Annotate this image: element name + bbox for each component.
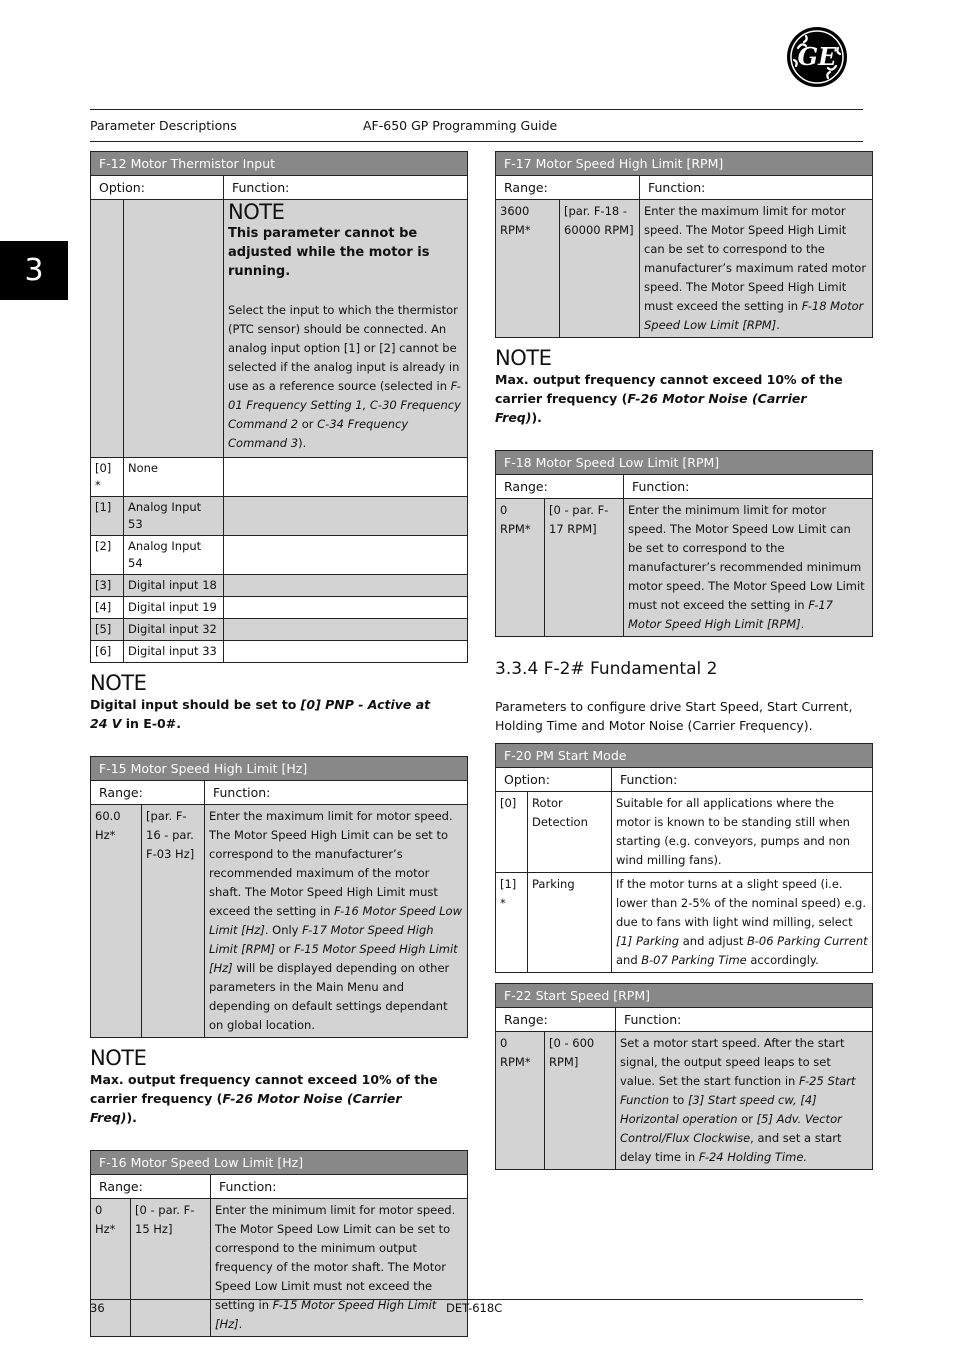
left-column — [90, 151, 468, 1337]
f22-col-function: Function: — [616, 1008, 873, 1032]
f20-opt1-label: Parking — [528, 873, 612, 973]
doc-id: DET-618C — [446, 1301, 503, 1315]
f12-option-function — [224, 597, 468, 619]
f16-func-text: Enter the minimum limit for motor speed. The Motor Speed Low Limit can be set to correspond to the minimum output frequency of the motor shaft. The Motor Speed Low Limit must not exceed the setting in — [215, 1203, 456, 1312]
f22-func-text2: to — [669, 1093, 688, 1107]
f12-desc-text: Select the input to which the thermistor (PTC sensor) should be connected. An analog input option [1] or [2] cannot be selected if the analog input is already in use as a reference source (selected in — [228, 303, 460, 393]
header-section: Parameter Descriptions — [90, 118, 237, 133]
f18-func-end: . — [800, 617, 805, 631]
f22-func-text3: or — [737, 1112, 757, 1126]
f17-col-function: Function: — [640, 176, 873, 200]
f12-note-heading: NOTE — [228, 200, 285, 224]
header-rule-bottom — [90, 141, 863, 142]
f16-col-function: Function: — [211, 1175, 468, 1199]
f12-option-label: Analog Input 53 — [124, 497, 224, 536]
f20-opt1-text: If the motor turns at a slight speed (i.e. lower than 2-5% of the nominal speed) e.g. due to fans with light wind milling, select — [616, 877, 866, 929]
f15-func-ref3: F-15 Motor Speed High Limit [Hz] — [209, 942, 458, 975]
f12-table — [90, 151, 468, 663]
f22-func-ref4: F-24 Holding Time. — [698, 1150, 808, 1164]
f20-title: F-20 PM Start Mode — [496, 744, 873, 768]
f12-option-label: Digital input 18 — [124, 575, 224, 597]
f20-opt1-function — [612, 873, 873, 973]
header-rule-top — [90, 109, 863, 110]
f12-col-option: Option: — [91, 176, 224, 200]
f20-opt0-code: [0] — [496, 792, 528, 873]
f22-col-range: Range: — [496, 1008, 616, 1032]
f18-col-function: Function: — [624, 475, 873, 499]
f12-option-label: Digital input 33 — [124, 641, 224, 663]
f22-table — [495, 983, 873, 1170]
note-freq-right-text: Max. output frequency cannot exceed 10% of the carrier frequency ( — [495, 372, 843, 406]
note-freq-left-text: Max. output frequency cannot exceed 10% of the carrier frequency ( — [90, 1072, 438, 1106]
f22-default: 0 RPM* — [496, 1032, 545, 1170]
f15-table — [90, 756, 468, 1038]
f12-title: F-12 Motor Thermistor Input — [91, 152, 468, 176]
f12-option-label: Analog Input 54 — [124, 536, 224, 575]
f18-func-ref: F-17 Motor Speed High Limit [RPM] — [628, 598, 834, 631]
f20-opt0-function: Suitable for all applications where the motor is known to be standing still when starting (e.g. conveyors, pumps and non wind milling fans). — [612, 792, 873, 873]
note-freq-right-heading: NOTE — [495, 346, 552, 370]
note-freq-right-end: ). — [531, 410, 542, 425]
f18-func-text: Enter the minimum limit for motor speed. The Motor Speed Low Limit can be set to correspond to the manufacturer’s recommended minimum motor speed. The Motor Speed Low Limit must not exceed the setting in — [628, 503, 865, 612]
f15-default: 60.0 Hz* — [91, 805, 142, 1038]
f20-opt1-text3: and — [616, 953, 642, 967]
f12-option-label: None — [124, 458, 224, 497]
f12-option-label: Digital input 32 — [124, 619, 224, 641]
f20-opt1-ref2: B-06 Parking Current — [747, 934, 868, 948]
f16-range: [0 - par. F-15 Hz] — [131, 1199, 211, 1337]
f12-option-row — [91, 575, 468, 597]
note-digital — [90, 671, 468, 733]
f12-option-function — [224, 497, 468, 536]
f22-func-ref1: F-25 Start Function — [620, 1074, 856, 1107]
f12-option-row — [91, 641, 468, 663]
note-digital-text: Digital input should be set to — [90, 697, 301, 712]
f20-col-function: Function: — [612, 768, 873, 792]
ge-logo — [786, 26, 848, 88]
f12-option-label: Digital input 19 — [124, 597, 224, 619]
f18-table — [495, 450, 873, 637]
f12-option-code: [2] — [91, 536, 124, 575]
note-freq-left-end: ). — [126, 1110, 137, 1125]
chapter-tab: 3 — [0, 241, 68, 300]
f20-col-option: Option: — [496, 768, 612, 792]
f18-range: [0 - par. F-17 RPM] — [545, 499, 624, 637]
f20-opt1-ref1: [1] Parking — [616, 934, 680, 948]
f12-option-function — [224, 575, 468, 597]
note-digital-heading: NOTE — [90, 671, 147, 695]
note-freq-right — [495, 346, 873, 427]
f12-description — [224, 200, 468, 458]
f22-func-ref2: [3] Start speed cw, [4] Horizontal operation — [620, 1093, 817, 1126]
f12-option-code: [3] — [91, 575, 124, 597]
f20-opt0-label: Rotor Detection — [528, 792, 612, 873]
f12-option-code: [4] — [91, 597, 124, 619]
f15-func-text3: or — [275, 942, 295, 956]
f12-option-code: [5] — [91, 619, 124, 641]
f15-func-ref2: F-17 Motor Speed High Limit [RPM] — [209, 923, 434, 956]
f17-range: [par. F-18 - 60000 RPM] — [560, 200, 640, 338]
f20-opt1-ref3: B-07 Parking Time — [641, 953, 747, 967]
f12-option-function — [224, 458, 468, 497]
f16-function — [211, 1199, 468, 1337]
f22-function — [616, 1032, 873, 1170]
f12-desc-ref2: C-34 Frequency Command 3 — [228, 417, 409, 450]
note-freq-left-ref: F-26 Motor Noise (Carrier Freq) — [90, 1091, 402, 1125]
f17-title: F-17 Motor Speed High Limit [RPM] — [496, 152, 873, 176]
f15-title: F-15 Motor Speed High Limit [Hz] — [91, 757, 468, 781]
f18-default: 0 RPM* — [496, 499, 545, 637]
f16-col-range: Range: — [91, 1175, 211, 1199]
f15-range: [par. F-16 - par. F-03 Hz] — [142, 805, 205, 1038]
f17-function — [640, 200, 873, 338]
note-digital-ref: [0] PNP - Active at 24 V — [90, 697, 431, 731]
f16-table — [90, 1150, 468, 1337]
f20-table — [495, 743, 873, 973]
f20-opt1-code: [1] * — [496, 873, 528, 973]
f22-func-text4: , and set a start delay time in — [620, 1131, 842, 1164]
section-heading: 3.3.4 F-2# Fundamental 2 — [495, 659, 718, 679]
f17-func-ref: F-18 Motor Speed Low Limit [RPM] — [644, 299, 864, 332]
f12-option-code: [1] — [91, 497, 124, 536]
section-intro: Parameters to configure drive Start Speed, Start Current, Holding Time and Motor Noise (Carrier Frequency). — [495, 699, 853, 733]
f15-function — [205, 805, 468, 1038]
f18-col-range: Range: — [496, 475, 624, 499]
f15-col-function: Function: — [205, 781, 468, 805]
f22-title: F-22 Start Speed [RPM] — [496, 984, 873, 1008]
f12-option-row — [91, 619, 468, 641]
f16-default: 0 Hz* — [91, 1199, 131, 1337]
f17-col-range: Range: — [496, 176, 640, 200]
f12-desc-end: ). — [298, 436, 307, 450]
f12-col-function: Function: — [224, 176, 468, 200]
f12-note-text: This parameter cannot be adjusted while the motor is running. — [228, 226, 430, 279]
f12-option-row — [91, 458, 468, 497]
f12-option-code: [6] — [91, 641, 124, 663]
svg-text:GE: GE — [797, 42, 837, 71]
f22-func-text: Set a motor start speed. After the start signal, the output speed leaps to set value. Set the start function in — [620, 1036, 845, 1088]
f15-func-text4: will be displayed depending on other parameters in the Main Menu and depending on default settings dependant on global location. — [209, 961, 450, 1032]
f17-func-end: . — [776, 318, 780, 332]
f18-title: F-18 Motor Speed Low Limit [RPM] — [496, 451, 873, 475]
note-freq-right-ref: F-26 Motor Noise (Carrier Freq) — [495, 391, 807, 425]
note-digital-end: in E-0#. — [121, 716, 181, 731]
f15-col-range: Range: — [91, 781, 205, 805]
f22-range: [0 - 600 RPM] — [545, 1032, 616, 1170]
f12-option-function — [224, 536, 468, 575]
f12-option-function — [224, 619, 468, 641]
f15-func-text2: . Only — [264, 923, 303, 937]
page-number: 36 — [90, 1301, 105, 1315]
f16-func-end: . — [238, 1317, 243, 1331]
f20-opt1-text2: and adjust — [679, 934, 748, 948]
f12-desc-ref1: F-01 Frequency Setting 1, C-30 Frequency Command 2 — [228, 379, 461, 431]
f17-table — [495, 151, 873, 338]
f12-option-code: [0] * — [91, 458, 124, 497]
right-column — [495, 151, 873, 1170]
f20-opt1-text4: accordingly. — [746, 953, 819, 967]
f16-func-ref: F-15 Motor Speed High Limit [Hz] — [215, 1298, 437, 1331]
f17-default: 3600 RPM* — [496, 200, 560, 338]
f12-option-row — [91, 497, 468, 536]
f12-option-function — [224, 641, 468, 663]
f12-desc-or: or — [298, 417, 318, 431]
f18-function — [624, 499, 873, 637]
footer-rule — [90, 1299, 863, 1300]
f12-option-row — [91, 536, 468, 575]
f15-func-ref1: F-16 Motor Speed Low Limit [Hz] — [209, 904, 462, 937]
note-freq-left — [90, 1046, 468, 1127]
f22-func-ref3: [5] Adv. Vector Control/Flux Clockwise — [620, 1112, 842, 1145]
header-guide-title: AF-650 GP Programming Guide — [363, 118, 558, 133]
f12-option-row — [91, 597, 468, 619]
f15-func-text: Enter the maximum limit for motor speed. The Motor Speed High Limit can be set to correspond to the manufacturer’s recommended maximum of the motor shaft. The Motor Speed High Limit must exceed the setting in — [209, 809, 453, 918]
note-freq-left-heading: NOTE — [90, 1046, 147, 1070]
f16-title: F-16 Motor Speed Low Limit [Hz] — [91, 1151, 468, 1175]
f17-func-text: Enter the maximum limit for motor speed. The Motor Speed High Limit can be set to correspond to the manufacturer’s maximum rated motor speed. The Motor Speed High Limit must exceed the setting in — [644, 204, 867, 313]
